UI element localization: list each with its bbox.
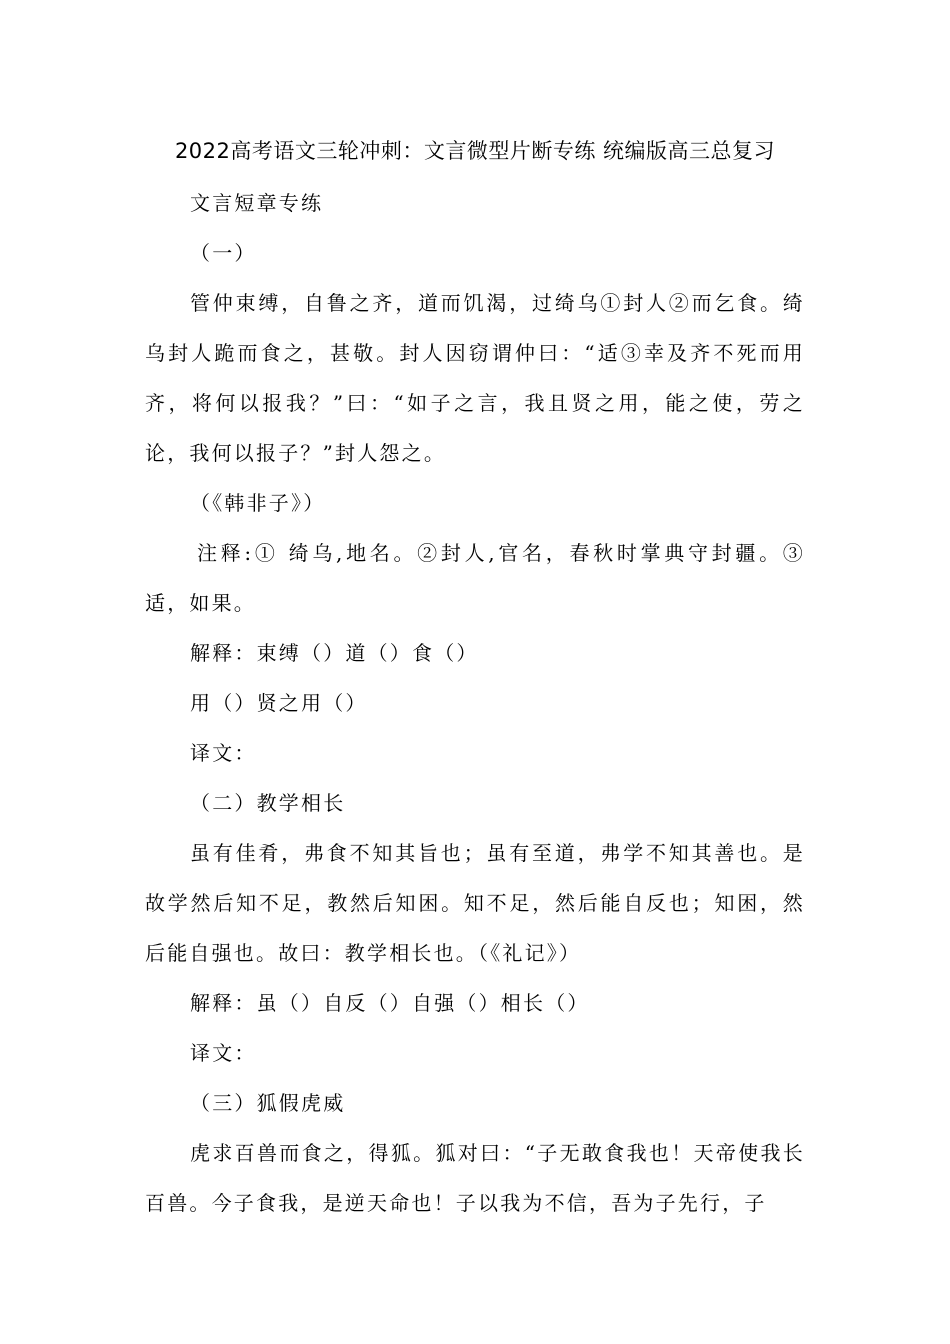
passage-2-text: 虽有佳肴，弗食不知其旨也；虽有至道，弗学不知其善也。是故学然后知不足，教然后知困。知不足，然后能自反也；知困，然后能自强也。故曰：教学相长也。（《礼记》）: [145, 841, 805, 965]
section-heading: 文言短章专练: [190, 191, 324, 215]
passage-1-text: 管仲束缚，自鲁之齐，道而饥渴，过绮乌①封人②而乞食。绮乌封人跪而食之，甚敬。封人因窃谓仲曰：“适③幸及齐不死而用齐，将何以报我？”曰：“如子之言，我且贤之用，能之使，劳之论，我何以报子？”封人怨之。: [145, 291, 805, 465]
document-body: [145, 178, 805, 1228]
passage-1-explain-line-2: 用（）贤之用（）: [190, 691, 368, 715]
passage-2-translate-label: 译文：: [190, 1041, 257, 1065]
document-title: 2022高考语文三轮冲刺：文言微型片断专练 统编版高三总复习: [174, 139, 776, 163]
passage-3-heading: （三）狐假虎威: [190, 1091, 346, 1115]
passage-3-text: 虎求百兽而食之，得狐。狐对曰：“子无敢食我也！天帝使我长百兽。今子食我，是逆天命也！子以我为不信，吾为子先行，子: [145, 1141, 805, 1215]
passage-1-translate-label: 译文：: [190, 741, 257, 765]
passage-1-notes: 注释:① 绮乌,地名。②封人,官名，春秋时掌典守封疆。③适，如果。: [145, 541, 805, 615]
passage-2-heading: （二）教学相长: [190, 791, 346, 815]
passage-2-explain-line: 解释：虽（）自反（）自强（）相长（）: [190, 991, 590, 1015]
passage-1-source: （《韩非子》）: [190, 491, 326, 515]
passage-1-number: （一）: [190, 241, 257, 265]
passage-1-explain-line-1: 解释：束缚（）道（）食（）: [190, 641, 479, 665]
